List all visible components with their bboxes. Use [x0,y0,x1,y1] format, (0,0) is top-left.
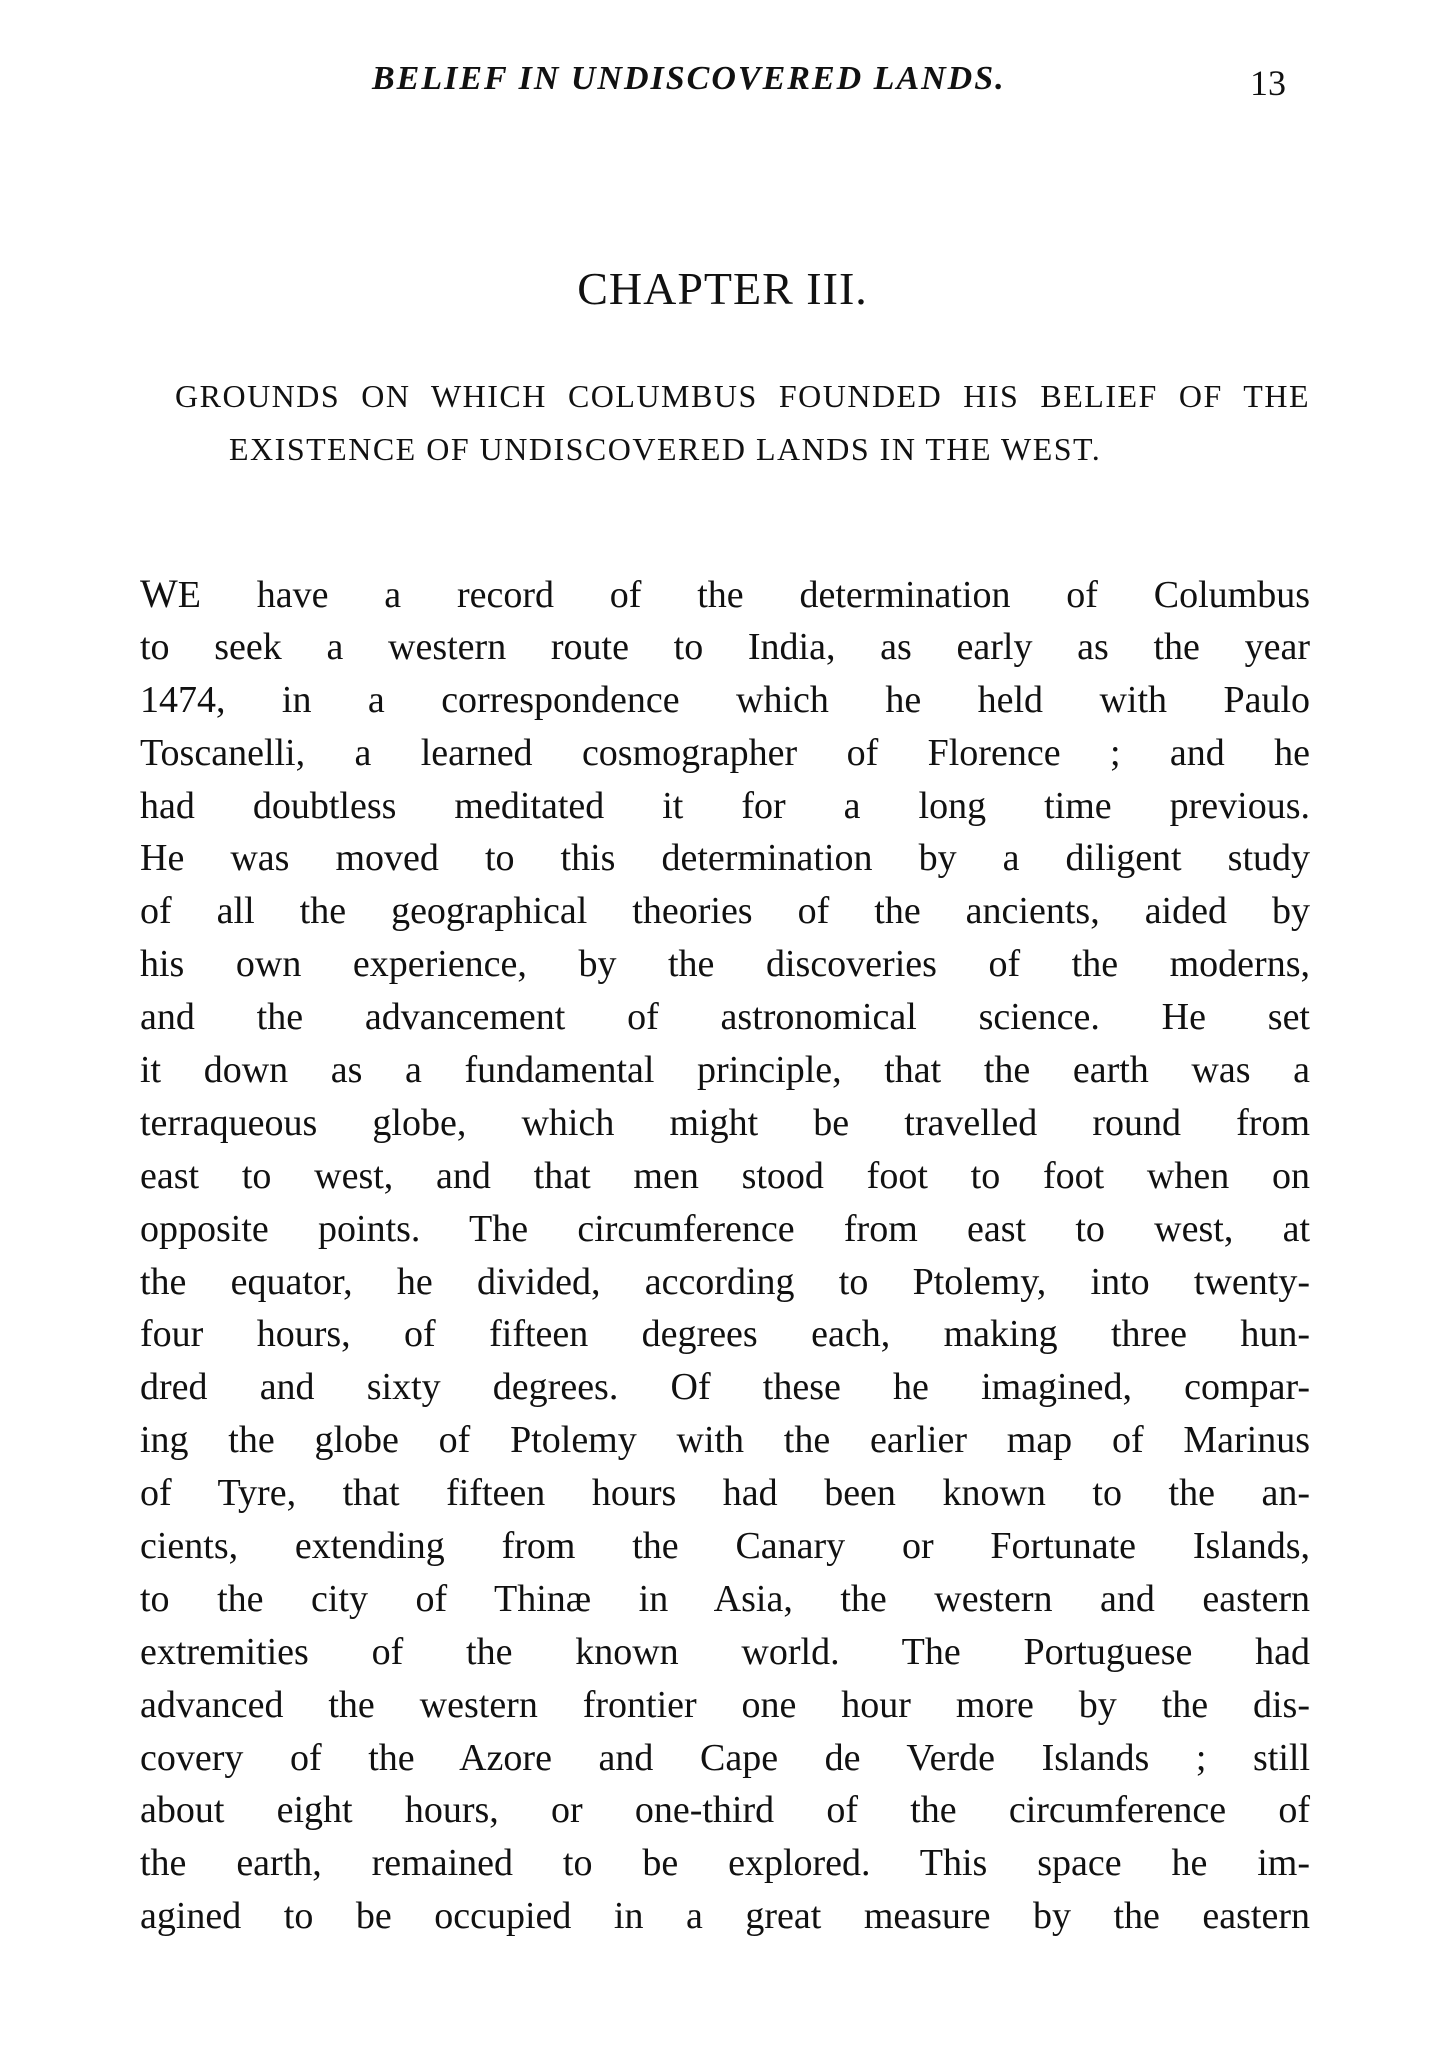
body-line: opposite points. The circumference from east to west, at [140,1207,1310,1250]
body-text [140,568,1310,1943]
body-line: and the advancement of astronomical science. He set [140,996,1310,1039]
body-line: 1474, in a correspondence which he held with Paulo [140,678,1310,721]
running-title: BELIEF IN UNDISCOVERED LANDS. [372,60,1006,97]
chapter-title: CHAPTER III. [577,263,868,314]
body-line: had doubtless meditated it for a long time previous. [140,784,1310,827]
body-line: advanced the western frontier one hour more by the dis- [140,1683,1310,1726]
body-line: of all the geographical theories of the ancients, aided by [140,890,1310,933]
body-line: about eight hours, or one-third of the circumference of [140,1789,1310,1832]
body-line: of Tyre, that fifteen hours had been known to the an- [140,1472,1310,1515]
body-line: terraqueous globe, which might be travelled round from [140,1101,1310,1144]
body-line: the earth, remained to be explored. This space he im- [140,1842,1310,1885]
body-line: to the city of Thinæ in Asia, the western and eastern [140,1577,1310,1620]
body-line: his own experience, by the discoveries of the moderns, [140,943,1310,986]
body-line: east to west, and that men stood foot to foot when on [140,1154,1310,1197]
body-line: ing the globe of Ptolemy with the earlier map of Marinus [140,1419,1310,1462]
body-line: cients, extending from the Canary or Fortunate Islands, [140,1525,1310,1568]
body-line: WE have a record of the determination of Columbus [140,571,1310,616]
body-line: extremities of the known world. The Portuguese had [140,1630,1310,1673]
body-line: to seek a western route to India, as early as the year [140,625,1310,668]
body-line: covery of the Azore and Cape de Verde Islands ; still [140,1736,1310,1779]
chapter-summary: GROUNDS ON WHICH COLUMBUS FOUNDED HIS BELIEF OF THE EXISTENCE OF UNDISCOVERED LANDS IN THE WEST. [175,378,1310,467]
running-head [0,60,1445,120]
body-line: the equator, he divided, according to Ptolemy, into twenty- [140,1260,1310,1303]
body-line: four hours, of fifteen degrees each, making three hun- [140,1313,1310,1356]
body-line: dred and sixty degrees. Of these he imagined, compar- [140,1366,1310,1409]
body-line: agined to be occupied in a great measure by the eastern [140,1895,1310,1938]
body-line: Toscanelli, a learned cosmographer of Florence ; and he [140,731,1310,774]
body-line: it down as a fundamental principle, that the earth was a [140,1049,1310,1092]
page-number: 13 [1250,63,1286,103]
body-line: He was moved to this determination by a diligent study [140,837,1310,880]
